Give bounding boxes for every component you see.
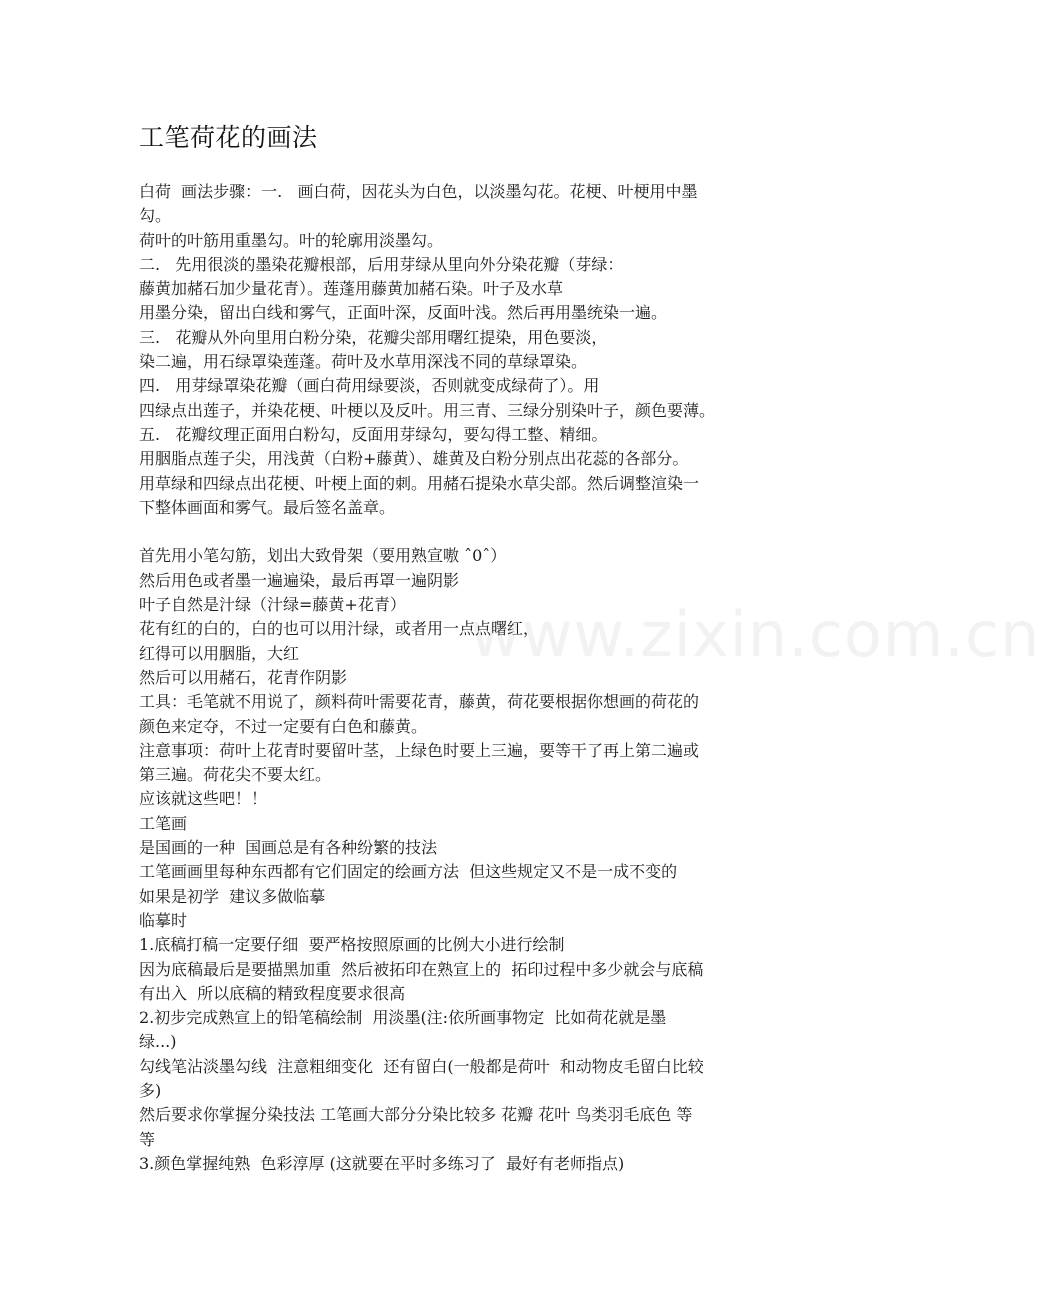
text-line: 工笔画 [139,813,188,833]
text-line: 2.初步完成熟宣上的铅笔稿绘制 用淡墨(注:依所画事物定 比如荷花就是墨 [139,1008,667,1028]
text-line: 二. 先用很淡的墨染花瓣根部，后用芽绿从里向外分染花瓣（芽绿： [139,254,624,274]
text-line: 勾。 [139,206,172,226]
text-line: 因为底稿最后是要描黑加重 然后被拓印在熟宣上的 拓印过程中多少就会与底稿 [139,959,704,979]
text-line: 注意事项：荷叶上花青时要留叶茎，上绿色时要上三遍，要等干了再上第二遍或 [139,740,700,760]
text-line: 工笔画画里每种东西都有它们固定的绘画方法 但这些规定又不是一成不变的 [139,862,678,882]
text-line: 然后要求你掌握分染技法 工笔画大部分分染比较多 花瓣 花叶 鸟类羽毛底色 等 [139,1105,693,1125]
text-line: 勾线笔沾淡墨勾线 注意粗细变化 还有留白(一般都是荷叶 和动物皮毛留白比较 [139,1056,704,1076]
text-line: 应该就这些吧！！ [139,789,268,809]
text-line: 花有红的白的，白的也可以用汁绿，或者用一点点曙红， [139,619,540,639]
text-line: 有出入 所以底稿的精致程度要求很高 [139,983,406,1003]
paragraph-spacer [139,520,799,544]
text-line: 叶子自然是汁绿（汁绿=藤黄+花青） [139,595,406,615]
text-line: 3.颜色掌握纯熟 色彩淳厚 (这就要在平时多练习了 最好有老师指点) [139,1153,625,1173]
text-line: 是国画的一种 国画总是有各种纷繁的技法 [139,838,438,858]
text-line: 藤黄加赭石加少量花青）。莲蓬用藤黄加赭石染。叶子及水草 [139,279,564,299]
text-line: 用墨分染，留出白线和雾气，正面叶深，反面叶浅。然后再用墨统染一遍。 [139,303,668,323]
text-line: 四. 用芽绿罩染花瓣（画白荷用绿要淡，否则就变成绿荷了）。用 [139,376,600,396]
text-line: 用胭脂点莲子尖，用浅黄（白粉+藤黄）、雄黄及白粉分别点出花蕊的各部分。 [139,449,689,469]
text-line: 首先用小笔勾筋，划出大致骨架（要用熟宣嗷 ˆ0ˆ） [139,546,507,566]
text-line: 颜色来定夺，不过一定要有白色和藤黄。 [139,716,428,736]
text-line: 白荷 画法步骤：一. 画白荷，因花头为白色，以淡墨勾花。花梗、叶梗用中墨 [139,182,698,201]
text-line: 多) [139,1080,162,1100]
text-line: 如果是初学 建议多做临摹 [139,886,326,906]
section-notes [139,544,799,1176]
text-line: 荷叶的叶筋用重墨勾。叶的轮廓用淡墨勾。 [139,230,444,250]
text-line: 然后可以用赭石，花青作阴影 [139,667,348,687]
text-line: 下整体画面和雾气。最后签名盖章。 [139,497,396,517]
section-painting-steps [139,180,799,520]
text-line: 绿...) [139,1032,177,1052]
text-line: 第三遍。荷花尖不要太红。 [139,765,332,785]
text-line: 等 [139,1129,156,1149]
text-line: 用草绿和四绿点出花梗、叶梗上面的刺。用赭石提染水草尖部。然后调整渲染一 [139,473,700,493]
text-line: 三. 花瓣从外向里用白粉分染，花瓣尖部用曙红提染，用色要淡， [139,327,608,347]
text-line: 1.底稿打稿一定要仔细 要严格按照原画的比例大小进行绘制 [139,935,565,955]
text-line: 染二遍，用石绿罩染莲蓬。荷叶及水草用深浅不同的草绿罩染。 [139,352,588,372]
watermark: www.zixin.com.cn [470,598,1040,671]
text-line: 四绿点出莲子，并染花梗、叶梗以及反叶。用三青、三绿分别染叶子，颜色要薄。 [139,400,716,420]
text-line: 然后用色或者墨一遍遍染，最后再罩一遍阴影 [139,570,460,590]
document-body [139,180,799,1176]
text-line: 五. 花瓣纹理正面用白粉勾，反面用芽绿勾，要勾得工整、精细。 [139,424,608,444]
document-title: 工笔荷花的画法 [139,123,318,152]
text-line: 工具：毛笔就不用说了，颜料荷叶需要花青，藤黄，荷花要根据你想画的荷花的 [139,692,700,712]
text-line: 红得可以用胭脂，大红 [139,643,300,663]
text-line: 临摹时 [139,910,188,930]
